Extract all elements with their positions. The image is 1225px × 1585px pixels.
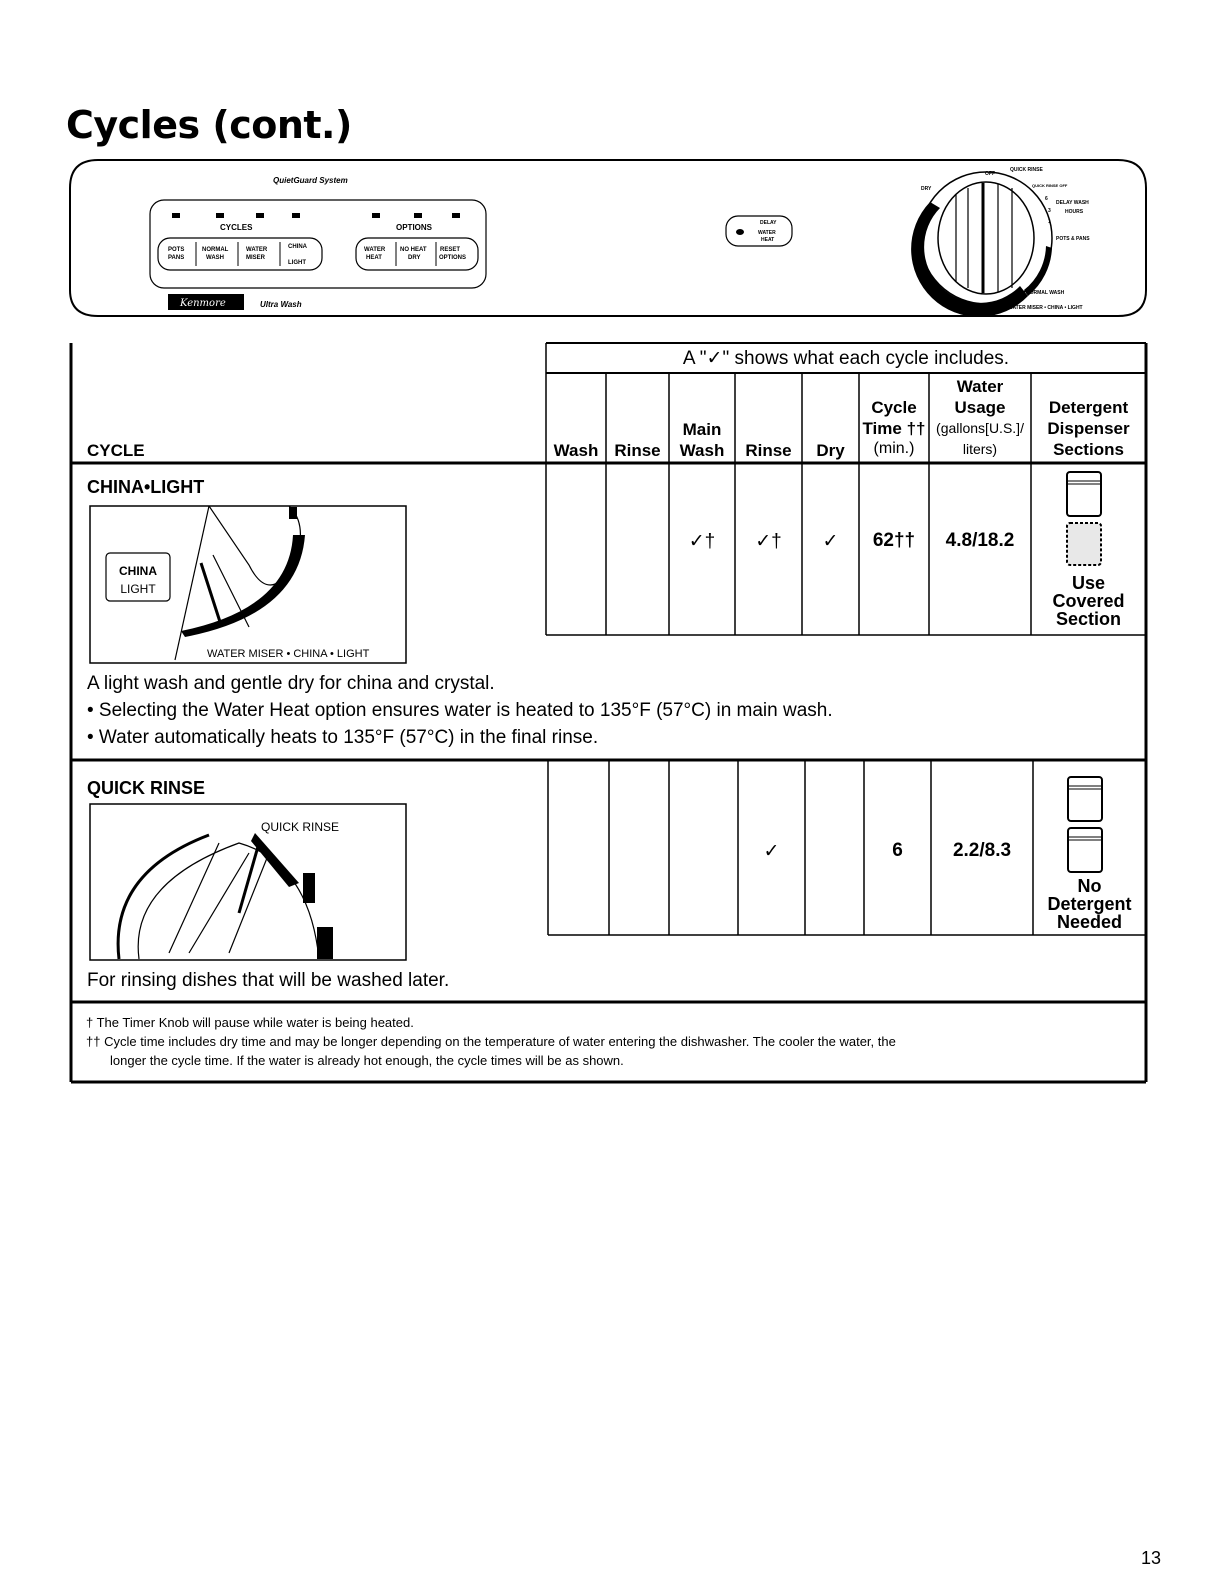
cycle-btn-china-l1: CHINA — [288, 244, 307, 250]
col-liters: liters) — [962, 441, 998, 457]
cycle-header: CYCLE — [87, 441, 145, 460]
no-detergent-icon — [1067, 776, 1103, 874]
cycle-btn-water-l1: WATER — [246, 247, 268, 253]
covered-section-icon — [1066, 471, 1102, 567]
col-dry: Dry — [816, 441, 845, 460]
cycle-btn-china-l2: LIGHT — [288, 260, 306, 266]
row1-bullet-1: • Selecting the Water Heat option ensures water is heated to 135°F (57°C) in main wash. — [87, 700, 833, 721]
row1-desc: A light wash and gentle dry for china and crystal. — [87, 673, 495, 694]
quick-rinse-dial-illustration — [89, 803, 407, 961]
row2-time: 6 — [892, 840, 903, 861]
delay-l1: DELAY — [760, 220, 777, 226]
row2-water: 2.2/8.3 — [952, 840, 1012, 861]
col-main: Main — [682, 420, 722, 439]
cycles-label: CYCLES — [220, 223, 253, 232]
row1-main-wash: ✓† — [688, 531, 716, 552]
kenmore-logo-text: Kenmore — [180, 298, 226, 309]
row1-name: CHINA•LIGHT — [87, 477, 205, 497]
row1-detergent — [1031, 574, 1146, 628]
row1-detergent-l3: Section — [1055, 609, 1121, 629]
row1-dry: ✓ — [822, 531, 839, 552]
row2-desc: For rinsing dishes that will be washed later. — [87, 970, 450, 991]
col-sections: Sections — [1053, 440, 1124, 459]
col-water: Water — [956, 377, 1004, 396]
row2-name: QUICK RINSE — [87, 778, 206, 798]
table-legend: A "✓" shows what each cycle includes. — [682, 348, 1010, 369]
option-btn-reset-l1: RESET — [440, 247, 461, 253]
col-detergent: Detergent — [1048, 398, 1129, 417]
dial-h3: 3 — [1048, 208, 1051, 214]
row1-bullet-2: • Water automatically heats to 135°F (57°C) in the final rinse. — [87, 727, 599, 748]
quick-rinse-dial-label: QUICK RINSE — [261, 820, 340, 834]
footnote-2: †† Cycle time includes dry time and may be longer depending on the temperature of water entering the dishwasher. The cooler the water, the — [86, 1034, 896, 1049]
row2-detergent-l3: Needed — [1056, 912, 1123, 932]
china-dial-label: WATER MISER • CHINA • LIGHT — [207, 648, 370, 660]
option-btn-waterheat-l1: WATER — [364, 247, 386, 253]
col-min: (min.) — [873, 440, 915, 457]
col-wash: Wash — [553, 441, 599, 460]
china-btn-l1: CHINA — [119, 564, 157, 578]
dial-delay-wash: DELAY WASH — [1056, 200, 1089, 206]
row2-rinse2: ✓ — [763, 841, 780, 862]
page-number: 13 — [1140, 1548, 1161, 1568]
dial-normal-wash: NORMAL WASH — [1026, 290, 1065, 296]
option-btn-reset-l2: OPTIONS — [439, 255, 467, 261]
row1-detergent-l1: Use — [1071, 573, 1106, 593]
col-rinse1: Rinse — [614, 441, 661, 460]
col-time: Time †† — [862, 419, 926, 438]
dial-h6: 6 — [1045, 196, 1048, 202]
option-btn-waterheat-l2: HEAT — [366, 255, 382, 261]
option-btn-noheat-l2: DRY — [408, 255, 421, 261]
delay-l3: HEAT — [761, 237, 775, 243]
col-main-wash: Wash — [679, 441, 725, 460]
col-dispenser: Dispenser — [1047, 419, 1130, 438]
footnote-1: † The Timer Knob will pause while water is being heated. — [86, 1015, 414, 1030]
col-cycle: Cycle — [871, 398, 917, 417]
dial-quick-rinse: QUICK RINSE — [1010, 167, 1043, 173]
model-label: Ultra Wash — [260, 300, 302, 309]
cycle-btn-water-l2: MISER — [246, 255, 266, 261]
row2-detergent-l1: No — [1077, 876, 1102, 896]
dial-water-miser: WATER MISER • CHINA • LIGHT — [1008, 305, 1083, 311]
dial-h1: 1 — [1048, 219, 1051, 225]
footnote-3: longer the cycle time. If the water is already hot enough, the cycle times will be as shown. — [110, 1053, 624, 1068]
col-rinse2: Rinse — [745, 441, 792, 460]
cycle-btn-normal-l2: WASH — [206, 255, 224, 261]
col-gallons: (gallons[U.S.]/ — [936, 420, 1024, 436]
row1-detergent-l2: Covered — [1052, 591, 1125, 611]
row2-detergent — [1033, 877, 1146, 931]
brand-system-label: QuietGuard System — [273, 176, 348, 185]
cycle-btn-potspans-l1: POTS — [168, 247, 185, 253]
china-btn-l2: LIGHT — [120, 582, 156, 596]
cycle-btn-normal-l1: NORMAL — [202, 247, 229, 253]
dial-quick-rinse-off: QUICK RINSE OFF — [1032, 183, 1068, 188]
row1-time: 62†† — [872, 530, 916, 551]
dial-dry: DRY — [921, 186, 932, 192]
china-light-dial-illustration — [89, 505, 407, 664]
col-usage: Usage — [954, 398, 1006, 417]
dial-hours: HOURS — [1065, 209, 1084, 215]
delay-l2: WATER — [758, 230, 776, 236]
options-label: OPTIONS — [396, 223, 433, 232]
row1-rinse2: ✓† — [755, 531, 782, 552]
row2-detergent-l2: Detergent — [1047, 894, 1132, 914]
dial-pots-pans: POTS & PANS — [1056, 236, 1090, 242]
cycle-btn-potspans-l2: PANS — [168, 255, 185, 261]
option-btn-noheat-l1: NO HEAT — [400, 247, 427, 253]
row1-water: 4.8/18.2 — [945, 530, 1015, 551]
dial-off: OFF — [985, 171, 995, 177]
page-title: Cycles (cont.) — [66, 103, 352, 147]
